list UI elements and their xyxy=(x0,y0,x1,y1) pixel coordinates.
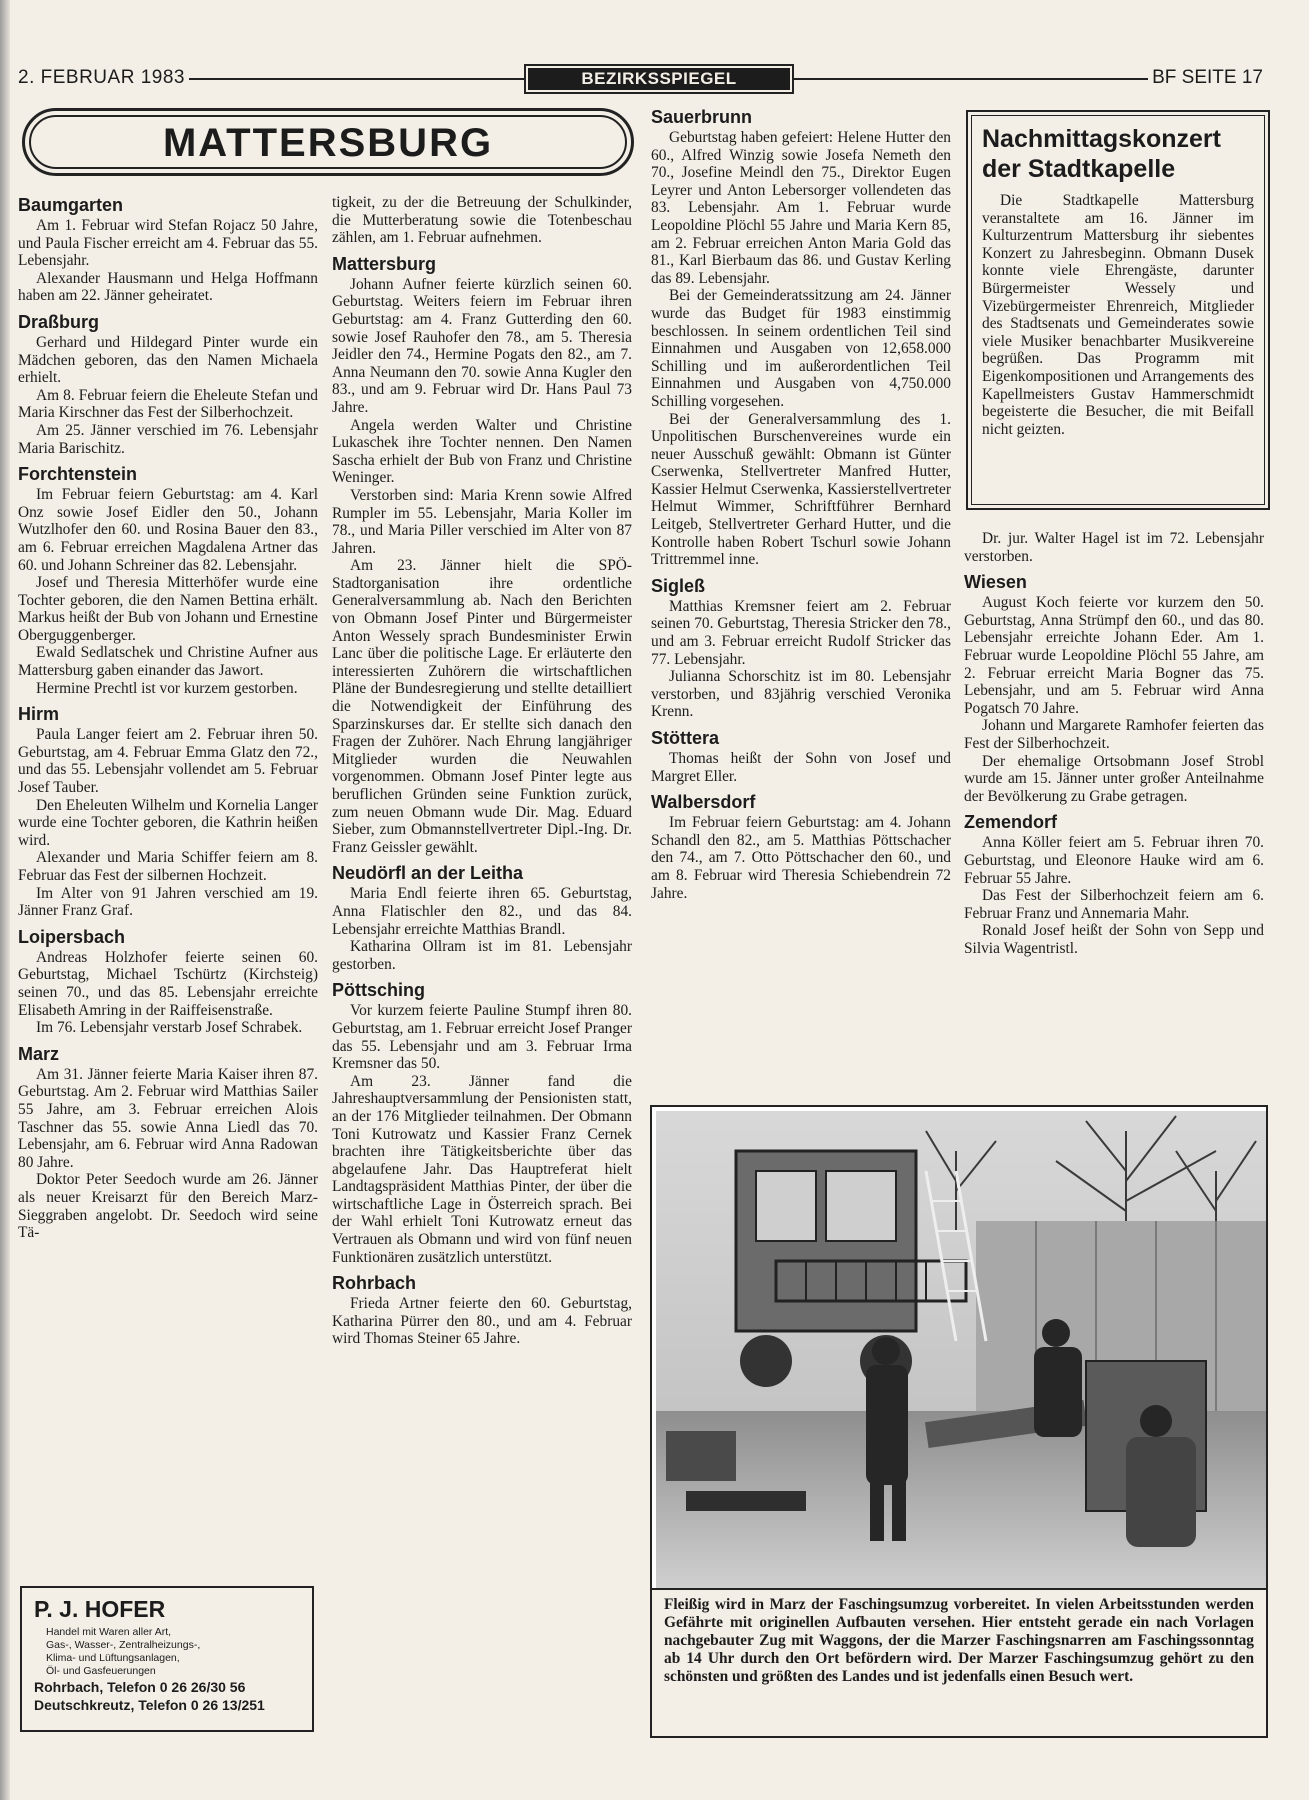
locality-heading: Marz xyxy=(18,1043,60,1064)
column-2 xyxy=(332,194,632,1348)
photo-caption-box xyxy=(650,1590,1268,1738)
locality-heading: Forchtenstein xyxy=(18,464,138,485)
news-paragraph: Im Alter von 91 Jahren verschied am 19. Jänner Franz Graf. xyxy=(18,884,318,920)
masthead-box xyxy=(22,108,634,176)
locality-heading: Stöttera xyxy=(651,728,720,748)
news-paragraph: Geburtstag haben gefeiert: Helene Hutter den 60., Alfred Winzig sowie Josefa Nemeth den 70., Josefine Meindl den 75., Direktor Eugen Leyrer und Anton Lebersorger vollendeten das 83. Lebensjahr. Am 1. Februar wurde Leopoldine Plöchl 55 Jahre und Maria Kern 85, am 2. Februar erreichen Anton Maria Gold das 81., Karl Bierbaum das 86. und Gustav Kerling das 89. Lebensjahr. xyxy=(651,129,951,287)
locality-heading: Sigleß xyxy=(651,575,706,596)
news-paragraph: Maria Endl feierte ihren 65. Geburtstag, Anna Flatischler den 82., und das 84. Lebensjahr erreichte Matthias Brandl. xyxy=(332,885,632,938)
news-paragraph: Den Eheleuten Wilhelm und Kornelia Langer wurde eine Tochter geboren, die Kathrin heißen wird. xyxy=(18,796,318,849)
locality-heading: Draßburg xyxy=(18,311,99,332)
column-1 xyxy=(18,194,318,1242)
advertisement-hofer xyxy=(20,1586,314,1732)
header-rule-left xyxy=(168,78,526,80)
news-paragraph: August Koch feierte vor kurzem den 50. Geburtstag, Anna Strümpf den 60., und das 80. Lebensjahr erreichte Johann Eder. Am 1. Februar wurde Leopoldine Plöchl 55 Jahre, am 2. Februar erreicht Maria Bogner das 75. Lebensjahr, und am 5. Februar wird Anna Pogatsch 70 Jahre. xyxy=(964,594,1264,717)
news-paragraph: Anna Köller feiert am 5. Februar ihren 70. Geburtstag, und Eleonore Hauke wird am 6. Februar 55 Jahre. xyxy=(964,834,1264,887)
news-paragraph: Ewald Sedlatschek und Christine Aufner aus Mattersburg gaben einander das Jawort. xyxy=(18,644,318,680)
photo-frame xyxy=(650,1105,1268,1590)
ad-phone-deutschkreutz: Deutschkreutz, Telefon 0 26 13/251 xyxy=(34,1697,265,1713)
photo-caption: Fleißig wird in Marz der Faschingsumzug vorbereitet. In vielen Arbeitsstunden werden Gefährte mit originellen Aufbauten versehen. Hier entsteht gerade ein nach Vorlagen nachgebauter Zug mit Waggons, der die Marzer Faschingsnarren am Faschingssonntag ab 14 Uhr durch den Ort befördern wird. Der Marzer Faschingsumzug gehört zu den schönsten und größten des Landes und ist jedenfalls einen Besuch wert. xyxy=(664,1596,1254,1685)
news-paragraph: Dr. jur. Walter Hagel ist im 72. Lebensjahr verstorben. xyxy=(964,530,1264,565)
ad-phone-rohrbach: Rohrbach, Telefon 0 26 26/30 56 xyxy=(34,1679,246,1695)
news-paragraph: Frieda Artner feierte den 60. Geburtstag, Katharina Pürrer den 80., und am 4. Februar wird Thomas Steiner 65 Jahre. xyxy=(332,1295,632,1348)
news-paragraph: Am 23. Jänner hielt die SPÖ-Stadtorganisation ihre ordentliche Generalversammlung ab. Nach den Berichten von Obmann Josef Pinter und Bürgermeister Anton Wessely sprach Bundesminister Erwin Lanc über die politische Lage. Er erläuterte den interessierten Zuhörern die wirtschaftlichen Pläne der Bundesregierung und stellte detailliert die Notwendigkeit der Einführung des Sparzinskurses dar. Er stellte sich danach den Fragen der Zuhörer. Nach Ehrung langjähriger Mitglieder wurden die Neuwahlen vorgenommen. Obmann Josef Pinter legte aus beruflichen Gründen seine Funktion zurück, zum neuen Obmann wude Dir. Mag. Eduard Sieber, zum Obmannstellvertreter Dipl.-Ing. Dr. Franz Geissler gewählt. xyxy=(332,557,632,856)
locality-heading: Baumgarten xyxy=(18,195,124,215)
concert-box xyxy=(966,110,1270,510)
news-paragraph: Johann und Margarete Ramhofer feierten das Fest der Silberhochzeit. xyxy=(964,717,1264,752)
news-paragraph: Am 23. Jänner fand die Jahreshauptversammlung der Pensionisten statt, an der 176 Mitglieder teilnahmen. Der Obmann Toni Kutrowatz und Kassier Franz Cernek brachten ihre Tätigkeitsberichte über das abgelaufene Jahr. Das Hauptreferat hielt Landtagspräsident Matthias Pinter, der über die wirtschaftliche Lage in Österreich sprach. Bei der Wahl erhielt Toni Kutrowatz erneut das Vertrauen als Obmann und wird von fünf neuen Funktionären zusätzlich unterstützt. xyxy=(332,1072,632,1266)
news-paragraph: Am 25. Jänner verschied im 76. Lebensjahr Maria Barischitz. xyxy=(18,421,318,457)
locality-heading: Hirm xyxy=(18,704,60,725)
news-paragraph: Gerhard und Hildegard Pinter wurde ein Mädchen geboren, das den Namen Michaela erhielt. xyxy=(18,333,318,387)
locality-heading: Pöttsching xyxy=(332,980,425,1001)
news-paragraph: Alexander Hausmann und Helga Hoffmann haben am 22. Jänner geheiratet. xyxy=(18,269,318,305)
news-paragraph: Thomas heißt der Sohn von Josef und Margret Eller. xyxy=(651,750,951,785)
news-paragraph: Julianna Schorschitz ist im 80. Lebensjahr verstorben, und 83jährig verschied Veronika Krenn. xyxy=(651,668,951,721)
news-paragraph: tigkeit, zu der die Betreuung der Schulkinder, die Mutterberatung sowie die Totenbeschau zählen, am 1. Februar aufnehmen. xyxy=(332,194,632,247)
news-paragraph: Vor kurzem feierte Pauline Stumpf ihren 80. Geburtstag, am 1. Februar erreicht Josef Pranger das 55. Lebensjahr und am 3. Februar Irma Kremsner das 50. xyxy=(332,1002,632,1073)
news-paragraph: Johann Aufner feierte kürzlich seinen 60. Geburtstag. Weiters feiern im Februar ihren Geburtstag: am 4. Franz Gutterding den 60. sowie Josef Rauhofer den 78., am 5. Theresia Jeidler den 74., Hermine Pogats den 82., am 7. Anna Neumann den 70. sowie Anna Kugler den 83., und am 9. Februar wird Dr. Hans Paul 73 Jahre. xyxy=(332,275,632,416)
ad-line-1: Handel mit Waren aller Art, xyxy=(46,1626,172,1638)
news-paragraph: Matthias Kremsner feiert am 2. Februar seinen 70. Geburtstag, Theresia Stricker den 78., und am 3. Februar erreicht Rudolf Stricker das 77. Lebensjahr. xyxy=(651,597,951,668)
photo-carnival-wagon xyxy=(656,1111,1266,1588)
news-paragraph: Das Fest der Silberhochzeit feiern am 6. Februar Franz und Annemaria Mahr. xyxy=(964,887,1264,922)
page-number: BF SEITE 17 xyxy=(1148,67,1263,89)
locality-heading: Zemendorf xyxy=(964,812,1058,833)
ad-line-3: Klima- und Lüftungsanlagen, xyxy=(46,1652,180,1664)
header-rule-right xyxy=(792,78,1152,80)
ad-line-2: Gas-, Wasser-, Zentralheizungs-, xyxy=(46,1639,201,1651)
news-paragraph: Hermine Prechtl ist vor kurzem gestorben. xyxy=(36,679,298,697)
news-paragraph: Am 1. Februar wird Stefan Rojacz 50 Jahre, und Paula Fischer erreicht am 4. Februar das 55. Lebensjahr. xyxy=(18,217,318,270)
news-paragraph: Josef und Theresia Mitterhöfer wurde eine Tochter geboren, die den Namen Bettina erhält. Markus heißt der Bub von Johann und Ernestine Oberguggenberger. xyxy=(18,574,318,644)
column-3 xyxy=(651,106,951,902)
concert-text: Die Stadtkapelle Mattersburg veranstaltete am 16. Jänner im Kulturzentrum Mattersburg ihr siebentes Konzert zu Jahresbeginn. Obmann Dusek konnte viele Ehrengäste, darunter Bürgermeister Wessely und Vizebürgermeister Ehrenreich, Mitglieder des Stadtsenats und Gemeinderates sowie viele Musiker benachbarter Musikvereine begrüßen. Das Programm mit Eigenkompositionen und Arrangements des Kapellmeisters Gustav Hammerschmidt begeisterte die Besucher, die mit Beifall nicht geizten. xyxy=(982,192,1254,438)
news-paragraph: Verstorben sind: Maria Krenn sowie Alfred Rumpler im 55. Lebensjahr, Maria Koller im 78., und Maria Piller verschied im Alter von 87 Jahren. xyxy=(332,486,632,557)
ad-line-4: Öl- und Gasfeuerungen xyxy=(46,1665,156,1677)
news-paragraph: Paula Langer feiert am 2. Februar ihren 50. Geburtstag, am 4. Februar Emma Glatz den 72., und das 55. Lebensjahr vollendet am 5. Februar Josef Tauber. xyxy=(18,726,318,797)
locality-heading: Loipersbach xyxy=(18,926,126,947)
section-title: BEZIRKSSPIEGEL xyxy=(528,68,790,90)
news-paragraph: Ronald Josef heißt der Sohn von Sepp und Silvia Wagentristl. xyxy=(964,922,1264,957)
news-paragraph: Katharina Ollram ist im 81. Lebensjahr gestorben. xyxy=(332,938,632,973)
news-paragraph: Andreas Holzhofer feierte seinen 60. Geburtstag, Michael Tschürtz (Kirchsteig) seinen 70., und das 85. Lebensjahr erreichte Elisabeth Amring in der Raiffeisenstraße. xyxy=(18,948,318,1019)
page-header xyxy=(18,64,1263,94)
news-paragraph: Angela werden Walter und Christine Lukaschek ihre Tochter nennen. Den Namen Sascha erhielt der Bub von Franz und Christine Weninger. xyxy=(332,416,632,487)
column-4 xyxy=(964,530,1264,957)
concert-title: Nachmittagskonzert der Stadtkapelle xyxy=(982,125,1221,183)
news-paragraph: Alexander und Maria Schiffer feiern am 8. Februar das Fest der silbernen Hochzeit. xyxy=(18,849,318,884)
locality-heading: Mattersburg xyxy=(332,253,437,274)
news-paragraph: Im Februar feiern Geburtstag: am 4. Johann Schandl den 82., am 5. Matthias Pöttschacher den 74., am 7. Otto Pöttschacher den 60., und am 8. Februar wird Theresia Schiebendrein 72 Jahre. xyxy=(651,814,951,902)
locality-heading: Rohrbach xyxy=(332,1273,417,1294)
news-paragraph: Bei der Generalversammlung des 1. Unpolitischen Burschenvereines wurde ein neuer Ausschuß gewählt: Obmann ist Günter Cserwenka, Stellvertreter Manfred Hutter, Kassier Helmut Cserwenka, Kassierstellvertreter Helmut Wimmer, Schriftführer Bernhard Leitgeb, Stellvertreter Gerhard Hutter, und die Kontrolle haben Robert Tschurl sowie Johann Trittremmel inne. xyxy=(651,410,952,569)
locality-heading: Neudörfl an der Leitha xyxy=(332,863,524,884)
locality-heading: Wiesen xyxy=(964,572,1027,593)
news-paragraph: Doktor Peter Seedoch wurde am 26. Jänner als neuer Kreisarzt für den Bereich Marz-Sieggraben angelobt. Dr. Seedoch wird seine Tä- xyxy=(18,1171,318,1242)
news-paragraph: Im Februar feiern Geburtstag: am 4. Karl Onz sowie Josef Eidler den 50., Johann Wutzlhofer den 60. und Rosina Bauer den 83., am 6. Februar erreichen Magdalena Artner das 60. und Johann Schreiner das 82. Lebensjahr. xyxy=(18,486,318,574)
section-badge xyxy=(524,64,794,94)
page-gutter-shadow xyxy=(0,0,10,1800)
locality-heading: Sauerbrunn xyxy=(651,107,753,127)
issue-date: 2. FEBRUAR 1983 xyxy=(18,67,189,89)
ad-company-name: P. J. HOFER xyxy=(34,1596,166,1622)
news-paragraph: Der ehemalige Ortsobmann Josef Strobl wurde am 15. Jänner unter großer Anteilnahme der Bevölkerung zu Grabe getragen. xyxy=(964,752,1264,805)
locality-heading: Walbersdorf xyxy=(651,792,756,813)
news-paragraph: Am 31. Jänner feierte Maria Kaiser ihren 87. Geburtstag. Am 2. Februar wird Matthias Sailer 55 Jahre, am 3. Februar erreichen Alois Taschner das 55. sowie Anna Liedl das 70. Lebensjahr, am 6. Februar wird Anna Radowan 80 Jahre. xyxy=(18,1065,318,1171)
masthead-title: MATTERSBURG xyxy=(29,115,627,169)
news-paragraph: Bei der Gemeinderatssitzung am 24. Jänner wurde das Budget für 1983 einstimmig beschlossen. In seinem ordentlichen Teil sind Einnahmen und Ausgaben von 12,658.000 Schilling und im außerordentlichen Teil Einnahmen und Ausgaben von 4,750.000 Schilling vorgesehen. xyxy=(651,287,951,410)
news-paragraph: Am 8. Februar feiern die Eheleute Stefan und Maria Kirschner das Fest der Silberhochzeit. xyxy=(18,386,318,422)
news-paragraph: Im 76. Lebensjahr verstarb Josef Schrabek. xyxy=(36,1019,303,1037)
